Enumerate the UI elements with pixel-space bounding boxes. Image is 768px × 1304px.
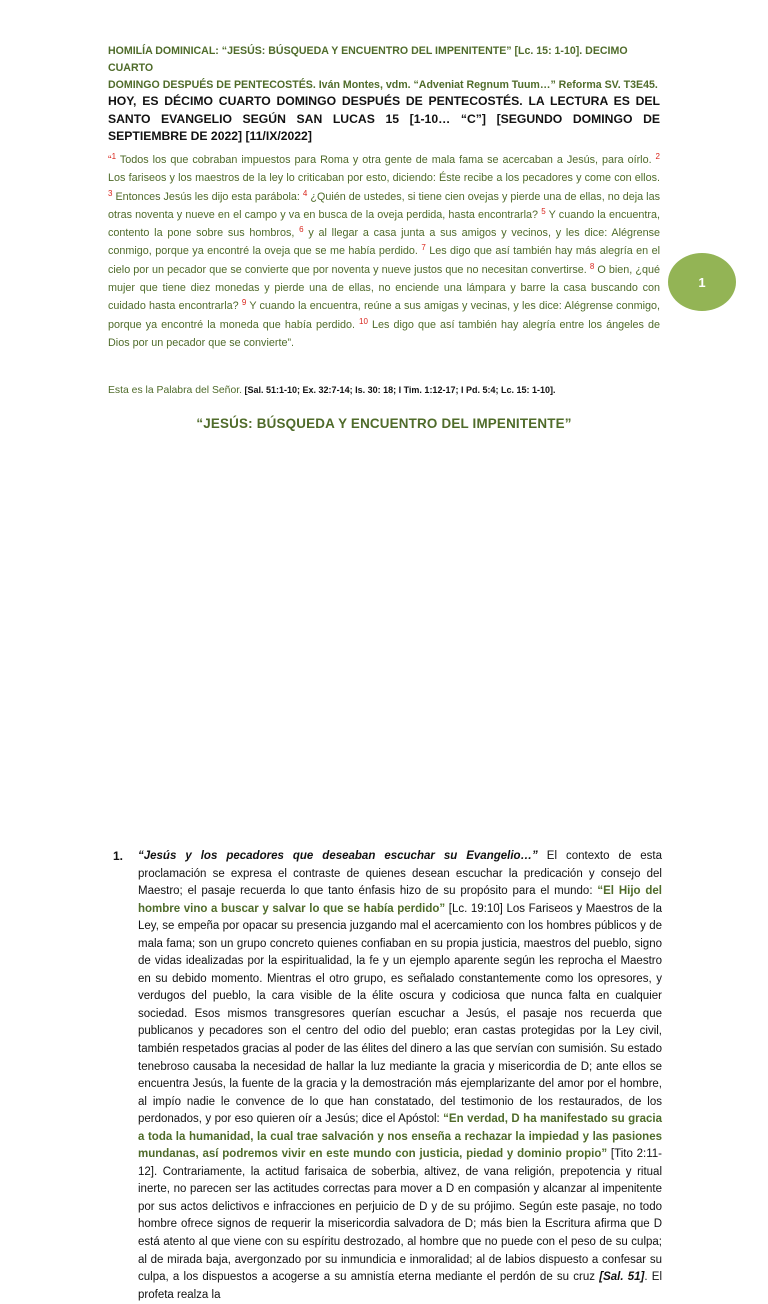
- section-number: 1.: [113, 849, 124, 863]
- body-text: . El profeta realza la: [138, 1271, 662, 1301]
- verse-number: 10: [359, 316, 368, 326]
- page-number-badge: 1: [668, 253, 736, 311]
- header-title: HOMILÍA DOMINICAL: “JESÚS: BÚSQUEDA Y ENCUENTRO DEL IMPENITENTE” [Lc. 15: 1-10].: [108, 45, 583, 57]
- verse-number: 8: [589, 261, 595, 271]
- verse-text: y al llegar a casa junta a sus amigos y vecinos, y les dice: Alégrense conmigo, porque ya encontré la oveja que se me había perdido.: [108, 227, 660, 258]
- verse-number: 2: [655, 152, 660, 161]
- psalm-reference: [Sal. 51]: [599, 1271, 645, 1284]
- verse-text: Les digo que así también hay más alegría en el cielo por un pecador que se convierte que por noventa y nueve justos que no necesitan convertirse.: [108, 245, 660, 276]
- homily-body: [138, 848, 662, 1304]
- verse-number: 9: [241, 298, 247, 308]
- verse-number: 7: [421, 243, 426, 253]
- gospel-reading: “$^1$ Todos los que cobraban impuestos para Roma y otra gente de mala fama se acercaban a Jesús, para oírlo. $^2$ Los fariseos y los maestros de la ley lo criticaban por esto, diciendo: Éste recibe a los pecadores y come con ellos. $^3$ Entonces Jesús les dijo esta parábola: $^4$ ¿Quién de ustedes, si tiene cien ovejas y pierde una de ellas, no deja las otras noventa y nueve en el campo y va en busca de la oveja perdida, hasta encontrarla? $^5$ Y cuando la encuentra, contento la pone sobre sus hombros, $^6$ y al llegar a casa junta a sus amigos y vecinos, y les dice: Alégrense conmigo, porque ya encontré la oveja que se me había perdido. $^7$ Les digo que así también hay más alegría en el cielo por un pecador que se convierte que por noventa y nueve justos que no necesitan convertirse. $^8$ O bien, ¿qué mujer que tiene diez monedas y pierde una de ellas, no enciende una lámpara y barre la casa buscando con cuidado hasta encontrarla? $^9$ Y cuando la encuentra, reúne a sus amigas y vecinas, y les dice: Alégrense conmigo, porque ya encontré la moneda que había perdido. $^{10}$ Les digo que así también hay alegría entre los ángeles de Dios por un pecador que se convierte”.: [108, 152, 660, 349]
- header-author-line: DOMINGO DESPUÉS DE PENTECOSTÉS. Iván Montes, vdm. “Adveniat Regnum Tuum…” Reforma SV. T3E45.: [108, 79, 658, 91]
- verse-text: Entonces Jesús les dijo esta parábola:: [112, 190, 303, 203]
- verse-text: Los fariseos y los maestros de la ley lo criticaban por esto, diciendo: Éste recibe a los pecadores y come con ellos.: [108, 172, 660, 185]
- word-of-the-lord: Esta es la Palabra del Señor.: [108, 385, 243, 396]
- body-text: El contexto de esta proclamación se expresa el contraste de quienes desean escuchar la predicación y consejo del Maestro; el pasaje recuerda lo que tanto énfasis hizo de su propósito para el mundo:: [138, 850, 662, 898]
- verse-text: O bien, ¿qué mujer que tiene diez monedas y pierde una de ellas, no enciende una lámpara y barre la casa buscando con cuidado hasta encontrarla?: [108, 263, 660, 313]
- verse-text: Y cuando la encuentra, reúne a sus amigas y vecinas, y les dice: Alégrense conmigo, porque ya encontré la moneda que había perdido.: [108, 300, 660, 331]
- scripture-references: [Sal. 51:1-10; Ex. 32:7-14; Is. 30: 18; I Tim. 1:12-17; I Pd. 5:4; Lc. 15: 1-10].: [242, 385, 556, 395]
- verse-text: ¿Quién de ustedes, si tiene cien ovejas y pierde una de ellas, no deja las otras noventa y nueve en el campo y va en busca de la oveja perdida, hasta encontrarla?: [108, 190, 660, 221]
- section-lead: “Jesús y los pecadores que deseaban escuchar su Evangelio…”: [138, 850, 538, 862]
- verse-number: 6: [299, 225, 304, 235]
- document-header: [108, 43, 660, 94]
- closing-line: [108, 382, 668, 399]
- homily-title: “JESÚS: BÚSQUEDA Y ENCUENTRO DEL IMPENITENTE”: [196, 416, 572, 431]
- verse-number: 5: [541, 206, 546, 216]
- body-text: [Tito 2:11-12]. Contrariamente, la actitud farisaica de soberbia, altivez, de vana religión, prepotencia y ritual inerte, no parecen ser las actitudes correctas para mover a D en compasión y alcanzar al impenitente por sus actos delictivos e infracciones en perjuicio de D y de su prójimo. Según este pasaje, no todo hombre ofrece signos de requerir la misericordia salvadora de D; más bien la Escritura afirma que D está atento al que viene con su espíritu destrozado, al hombre que no puede con el peso de su culpa; al de mirada baja, avergonzado por su inmundicia e inmoralidad; al de labios dispuesto a confesar su culpa, a los dispuestos a acogerse a su amnistía eterna mediante el perdón de su cruz: [138, 1148, 662, 1284]
- verse-text: Y cuando la encuentra, contento la pone sobre sus hombros,: [108, 208, 660, 240]
- verse-text: Todos los que cobraban impuestos para Roma y otra gente de mala fama se acercaban a Jesús, para oírlo.: [116, 154, 656, 166]
- verse-number: 3: [108, 188, 113, 198]
- quote-titus: “En verdad, D ha manifestado su gracia a toda la humanidad, la cual trae salvación y nos enseña a rechazar la impiedad y las pasiones mundanas, así podremos vivir en este mundo con justicia, piedad y dominio propio”: [138, 1113, 662, 1161]
- verse-number: 1: [111, 152, 117, 161]
- quote-luke: “El Hijo del hombre vino a buscar y salvar lo que se había perdido”: [138, 885, 663, 915]
- verse-text: Les digo que así también hay alegría entre los ángeles de Dios por un pecador que se convierte”.: [108, 318, 660, 349]
- verse-number: 4: [302, 188, 308, 198]
- header-occasion: DECIMO CUARTO: [108, 45, 628, 74]
- intro-paragraph: HOY, ES DÉCIMO CUARTO DOMINGO DESPUÉS DE PENTECOSTÉS. LA LECTURA ES DEL SANTO EVANGELIO SEGÚN SAN LUCAS 15 [1-10… “C”] [SEGUNDO DOMINGO DE SEPTIEMBRE DE 2022] [11/IX/2022]: [108, 94, 660, 143]
- body-text: [Lc. 19:10] Los Fariseos y Maestros de la Ley, se empeña por opacar su presencia juzgando mal el acercamiento con los hombres públicos y de mala fama; son un grupo concreto quienes confiaban en su propia justicia, maestros del pueblo, signo de vidas idealizadas por la espiritualidad, la fe y un ejemplo aparente según les reprocha el Maestro en su debido momento. Mientras el otro grupo, es señalado constantemente como los opresores, y verdugos del pueblo, la cara visible de la élite oscura y codiciosa que nunca falta en cualquier sociedad. Esos mismos transgresores querían escuchar a Jesús, el pasaje nos recuerda que publicanos y pecadores son el centro del odio del pueblo; eran castas protegidas por la Ley civil, también respetados gracias al poder de las élites del dinero a las que servían con sumisión. Su estado tenebroso causaba la necesidad de hallar la luz mediante la gracia y misericordia de D; ante ellos se encuentra Jesús, la fuente de la gracia y la demostración más ejemplarizante del amor por el hombre, al impío nadie le convence de lo que han constatado, del testimonio de los restaurados, de los perdonados, y por eso quieren oír a Jesús; dice el Apóstol:: [138, 902, 662, 1126]
